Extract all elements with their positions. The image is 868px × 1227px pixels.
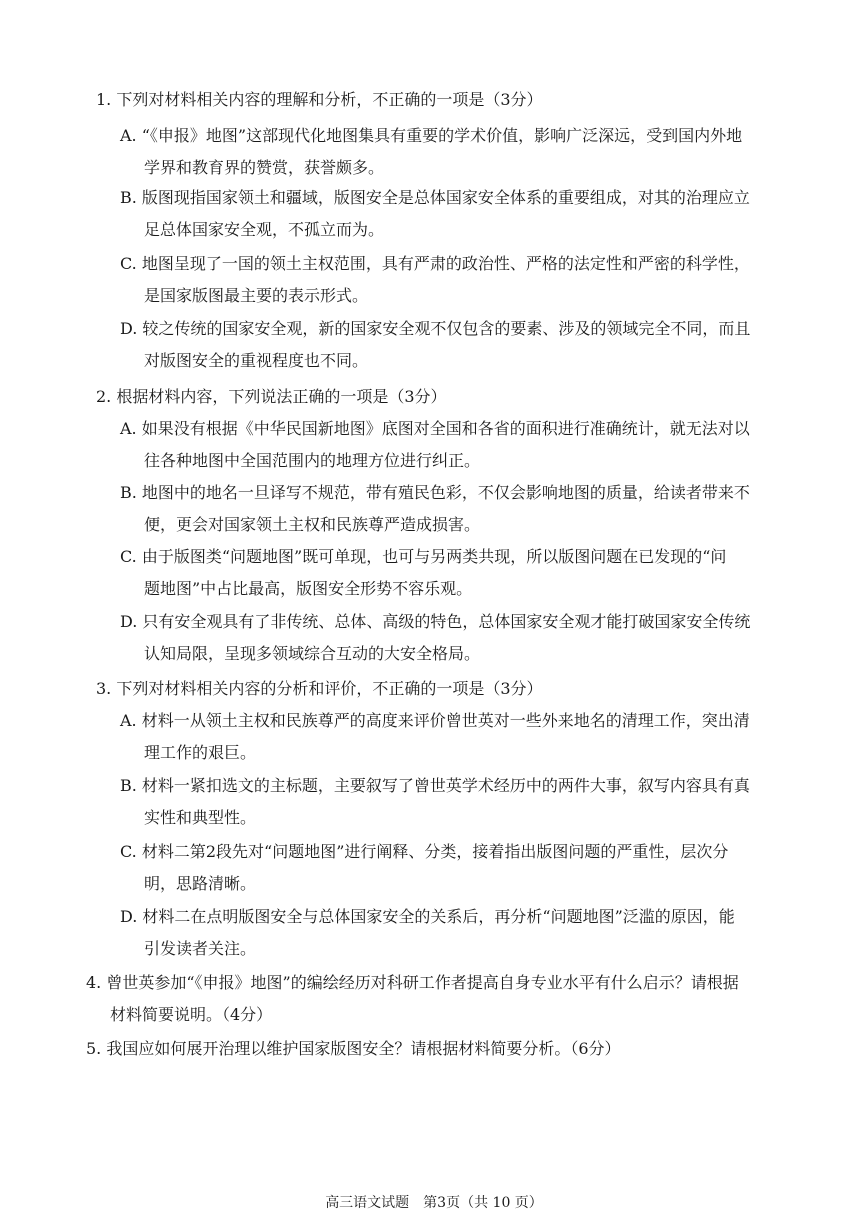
option-line-continued: 明，思路清晰。 <box>144 874 257 893</box>
question-4 <box>86 967 739 1031</box>
question-3-option-d <box>120 901 735 965</box>
option-line: A. “《申报》地图”这部现代化地图集具有重要的学术价值，影响广泛深远，受到国内外地 <box>120 126 743 145</box>
question-2-option-d <box>120 606 750 670</box>
option-line: B. 地图中的地名一旦译写不规范，带有殖民色彩，不仅会影响地图的质量，给读者带来不 <box>120 483 750 502</box>
question-1-option-c <box>120 248 750 312</box>
question-2-option-b <box>120 477 750 541</box>
question-1-option-d <box>120 313 750 377</box>
question-2-stem: 2. 根据材料内容，下列说法正确的一项是（3分） <box>96 387 447 406</box>
question-4-line-continued: 材料简要说明。（4分） <box>110 1005 273 1024</box>
question-2-option-c <box>120 541 726 605</box>
option-line-continued: 学界和教育界的赞赏，获誉颇多。 <box>144 158 385 177</box>
question-1-stem: 1. 下列对材料相关内容的理解和分析，不正确的一项是（3分） <box>96 90 543 109</box>
option-line-continued: 理工作的艰巨。 <box>144 743 257 762</box>
option-line: D. 较之传统的国家安全观，新的国家安全观不仅包含的要素、涉及的领域完全不同，而且 <box>120 319 751 338</box>
option-line: A. 材料一从领土主权和民族尊严的高度来评价曾世英对一些外来地名的清理工作，突出清 <box>120 711 750 730</box>
option-line: A. 如果没有根据《中华民国新地图》底图对全国和各省的面积进行准确统计，就无法对以 <box>120 419 750 438</box>
question-3-option-c <box>120 836 728 900</box>
option-line: C. 地图呈现了一国的领土主权范围，具有严肃的政治性、严格的法定性和严密的科学性， <box>120 254 750 273</box>
option-line-continued: 实性和典型性。 <box>144 808 257 827</box>
option-line: C. 材料二第2段先对“问题地图”进行阐释、分类，接着指出版图问题的严重性，层次分 <box>120 842 729 861</box>
question-3-stem: 3. 下列对材料相关内容的分析和评价，不正确的一项是（3分） <box>96 679 543 698</box>
option-line: B. 版图现指国家领土和疆域，版图安全是总体国家安全体系的重要组成，对其的治理应立 <box>120 188 750 207</box>
option-line: B. 材料一紧扣选文的主标题，主要叙写了曾世英学术经历中的两件大事，叙写内容具有真 <box>120 776 750 795</box>
option-line-continued: 题地图”中占比最高，版图安全形势不容乐观。 <box>144 579 473 598</box>
option-line: D. 只有安全观具有了非传统、总体、高级的特色，总体国家安全观才能打破国家安全传统 <box>120 612 751 631</box>
option-line-continued: 对版图安全的重视程度也不同。 <box>144 351 369 370</box>
option-line-continued: 认知局限，呈现多领域综合互动的大安全格局。 <box>144 644 481 663</box>
page-footer: 高三语文试题 第3页（共 10 页） <box>325 1195 543 1211</box>
question-4-line: 4. 曾世英参加“《申报》地图”的编绘经历对科研工作者提高自身专业水平有什么启示？请根据 <box>86 973 739 992</box>
question-5: 5. 我国应如何展开治理以维护国家版图安全？请根据材料简要分析。（6分） <box>86 1039 621 1058</box>
option-line: D. 材料二在点明版图安全与总体国家安全的关系后，再分析“问题地图”泛滥的原因，能 <box>120 907 735 926</box>
option-line-continued: 足总体国家安全观，不孤立而为。 <box>144 220 385 239</box>
question-1-option-b <box>120 182 750 246</box>
option-line-continued: 便，更会对国家领土主权和民族尊严造成损害。 <box>144 515 481 534</box>
question-3-option-a <box>120 705 750 769</box>
question-2-option-a <box>120 413 750 477</box>
option-line-continued: 往各种地图中全国范围内的地理方位进行纠正。 <box>144 451 481 470</box>
option-line-continued: 引发读者关注。 <box>144 939 257 958</box>
question-3-option-b <box>120 770 750 834</box>
question-1-option-a <box>120 120 742 184</box>
option-line-continued: 是国家版图最主要的表示形式。 <box>144 286 369 305</box>
option-line: C. 由于版图类“问题地图”既可单现，也可与另两类共现，所以版图问题在已发现的“问 <box>120 547 727 566</box>
